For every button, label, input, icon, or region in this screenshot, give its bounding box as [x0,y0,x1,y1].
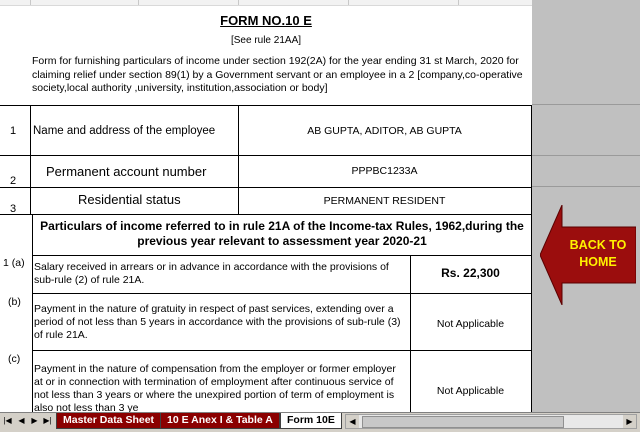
item-a-text: Salary received in arrears or in advance in accordance with the provisions of sub-rule (2) of rule 21A. [34,261,389,286]
employee-name-value[interactable]: AB GUPTA, ADITOR, AB GUPTA [307,125,462,137]
residential-status-label: Residential status [78,192,181,207]
item-a-value[interactable]: Rs. 22,300 [441,266,500,280]
row-number: 3 [10,203,17,215]
item-c-value[interactable]: Not Applicable [436,385,505,397]
item-number: (c) [8,353,21,365]
panel-segment [532,105,640,156]
pan-label: Permanent account number [46,164,207,179]
back-label-line2: HOME [579,255,617,269]
tab-10e-anex[interactable]: 10 E Anex I & Table A [160,413,280,429]
scroll-left-icon[interactable]: ◀ [346,415,359,428]
item-c-text: Payment in the nature of compensation from the employer or former employer at or in connection with termination of employment after continuous service of not less than 3 years or where the unexpired portion of term of employment is also not less than 3 ye [34,363,396,412]
last-sheet-icon[interactable]: ▶| [43,416,52,425]
next-sheet-icon[interactable]: ▶ [31,416,38,425]
back-to-home-button[interactable] [540,205,636,305]
item-number: 1 (a) [3,257,25,269]
panel-segment [532,0,640,105]
prev-sheet-icon[interactable]: ◀ [18,416,25,425]
back-arrow-icon [540,205,636,305]
form-rule: [See rule 21AA] [230,35,302,46]
row-number: 2 [10,175,17,187]
employee-name-label: Name and address of the employee [33,125,216,137]
item-b-value[interactable]: Not Applicable [436,318,505,330]
scrollbar-thumb[interactable] [362,416,564,428]
tab-master-data-sheet[interactable]: Master Data Sheet [56,413,161,429]
horizontal-scrollbar[interactable] [345,414,637,429]
item-b-text: Payment in the nature of gratuity in respect of past services, extending over a period of not less than 5 years in accordance with the provisions of sub-rule (3) of rule 21A. [34,303,401,341]
form-description: Form for furnishing particulars of income under section 192(2A) for the year ending 31 st March, 2020 for claiming relief under section 89(1) by a Government servant or an employee in a 2 [company,co-operative society,local authority ,university, institution,association or body] [32,55,523,94]
divider [32,255,532,256]
particulars-heading: Particulars of income referred to in rule 21A of the Income-tax Rules, 1962,during the previous year relevant to assessment year 2020-21 [40,219,524,248]
divider [0,187,532,188]
item-number: (b) [8,296,21,308]
divider [30,105,31,215]
divider [0,155,532,156]
tab-form-10e[interactable]: Form 10E [280,413,342,429]
divider [0,214,532,215]
column-header-strip [0,0,532,6]
row-number: 1 [10,125,17,137]
form-title: FORM NO.10 E [220,13,312,28]
divider [32,350,532,351]
panel-segment [532,156,640,187]
divider [32,293,532,294]
back-label-line1: BACK TO [569,238,627,252]
scroll-right-icon[interactable]: ▶ [623,415,636,428]
divider [0,105,532,106]
first-sheet-icon[interactable]: |◀ [3,416,12,425]
residential-status-value[interactable]: PERMANENT RESIDENT [323,195,446,207]
pan-value[interactable]: PPPBC1233A [351,165,418,177]
